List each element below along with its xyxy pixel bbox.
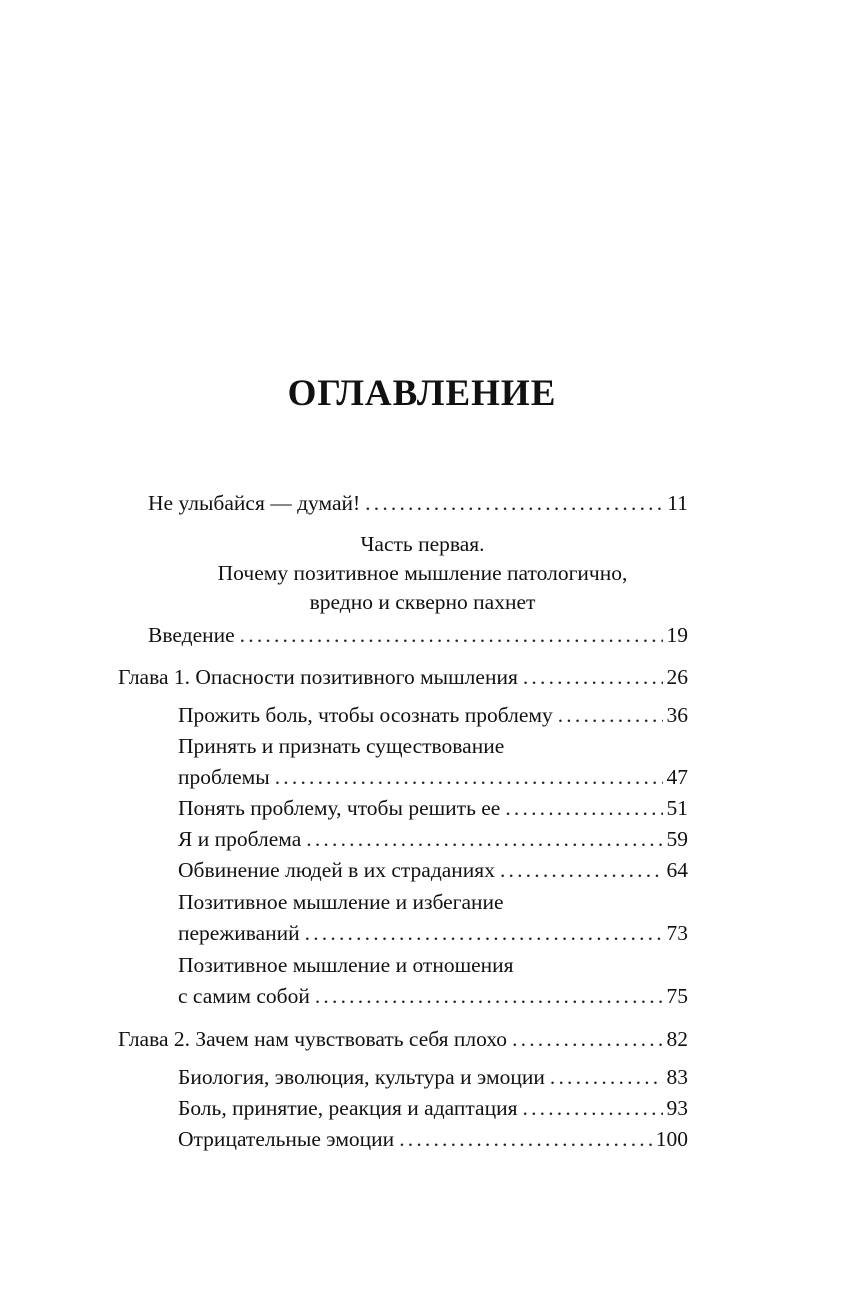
toc-entry-label: Обвинение людей в их страданиях: [178, 858, 495, 882]
dot-leader: [275, 762, 663, 792]
toc-entry-ch1-s5[interactable]: [178, 855, 688, 885]
toc-page-number: 11: [667, 491, 688, 515]
dot-leader: [558, 700, 663, 730]
dot-leader: [365, 488, 663, 518]
dot-leader: [512, 1024, 662, 1054]
toc-entry-ch1-s7-line1[interactable]: Позитивное мышление и отношения: [178, 953, 514, 977]
toc-page-number: 64: [666, 858, 688, 882]
toc-page-number: 93: [666, 1096, 688, 1120]
toc-page-number: 100: [655, 1127, 688, 1151]
toc-entry-label: Прожить боль, чтобы осознать проблему: [178, 703, 553, 727]
toc-entry-label: Отрицательные эмоции: [178, 1127, 395, 1151]
toc-entry-label: Боль, принятие, реакция и адаптация: [178, 1096, 518, 1120]
toc-entry-label: с самим собой: [178, 984, 310, 1008]
toc-entry-label: Не улыбайся — думай!: [148, 491, 361, 515]
dot-leader: [500, 855, 663, 885]
toc-page-number: 73: [666, 921, 688, 945]
toc-entry-ch2-s3[interactable]: [178, 1124, 688, 1154]
part-title-line1: Почему позитивное мышление патологично,: [217, 561, 628, 585]
toc-entry-introduction[interactable]: [148, 620, 688, 650]
dot-leader: [240, 620, 663, 650]
toc-page-number: 75: [666, 984, 688, 1008]
toc-entry-ch1-s1[interactable]: [178, 700, 688, 730]
toc-entry-ch1-s7[interactable]: [178, 981, 688, 1011]
toc-entry-ch1-s2-line1[interactable]: Принять и признать существование: [178, 734, 505, 758]
toc-entry-ch1-s6[interactable]: [178, 918, 688, 948]
toc-page-number: 51: [666, 796, 688, 820]
toc-entry-chapter2[interactable]: [118, 1024, 688, 1054]
toc-page-number: 26: [666, 665, 688, 689]
dot-leader: [505, 793, 662, 823]
toc-entry-ch1-s2[interactable]: [178, 762, 688, 792]
toc-entry-label: Понять проблему, чтобы решить ее: [178, 796, 501, 820]
toc-entry-ch1-s3[interactable]: [178, 793, 688, 823]
dot-leader: [305, 918, 663, 948]
toc-page-number: 19: [666, 623, 688, 647]
part-number: Часть первая.: [360, 532, 485, 556]
toc-page-number: 36: [666, 703, 688, 727]
dot-leader: [550, 1062, 663, 1092]
toc-entry-intro[interactable]: [148, 488, 688, 518]
page-title: ОГЛАВЛЕНИЕ: [287, 373, 557, 414]
toc-entry-ch2-s2[interactable]: [178, 1093, 688, 1123]
toc-entry-label: проблемы: [178, 765, 270, 789]
part-heading: [140, 530, 705, 617]
dot-leader: [523, 662, 663, 692]
toc-entry-ch1-s4[interactable]: [178, 824, 688, 854]
toc-entry-ch1-s6-line1[interactable]: Позитивное мышление и избегание: [178, 890, 504, 914]
dot-leader: [399, 1124, 652, 1154]
toc-entry-ch2-s1[interactable]: [178, 1062, 688, 1092]
toc-page-number: 83: [666, 1065, 688, 1089]
part-title-line2: вредно и скверно пахнет: [309, 590, 536, 614]
toc-page-number: 47: [666, 765, 688, 789]
toc-entry-chapter1[interactable]: [118, 662, 688, 692]
dot-leader: [315, 981, 663, 1011]
toc-page-number: 82: [666, 1027, 688, 1051]
toc-entry-label: Введение: [148, 623, 235, 647]
dot-leader: [523, 1093, 663, 1123]
toc-entry-label: Глава 2. Зачем нам чувствовать себя плохо: [118, 1027, 508, 1051]
toc-entry-label: переживаний: [178, 921, 300, 945]
toc-page-number: 59: [666, 827, 688, 851]
toc-entry-label: Я и проблема: [178, 827, 302, 851]
toc-entry-label: Биология, эволюция, культура и эмоции: [178, 1065, 545, 1089]
toc-entry-label: Глава 1. Опасности позитивного мышления: [118, 665, 518, 689]
dot-leader: [306, 824, 662, 854]
